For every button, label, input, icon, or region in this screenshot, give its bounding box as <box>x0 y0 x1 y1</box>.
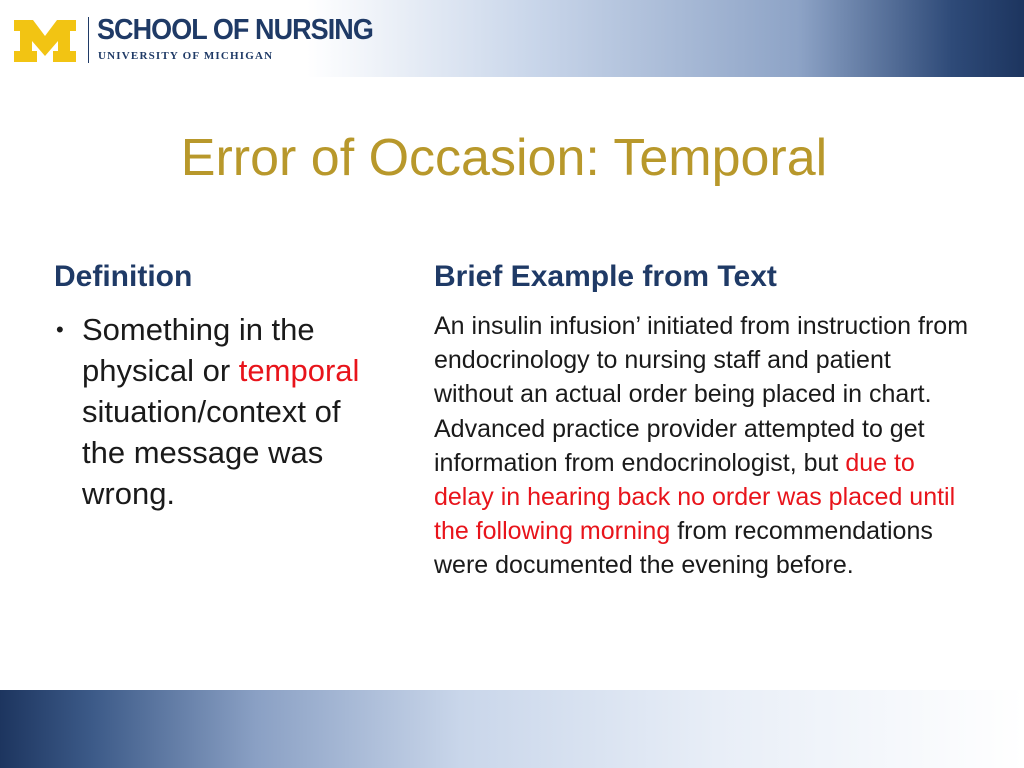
school-name: SCHOOL OF NURSING <box>97 14 373 46</box>
definition-text-before: Something in the physical or <box>82 312 315 388</box>
definition-list <box>56 309 386 514</box>
footer-banner <box>0 690 1024 768</box>
example-highlight: due to delay in hearing back no order was placed until the following morning <box>434 448 956 546</box>
definition-item <box>56 309 386 514</box>
logo-divider <box>88 17 89 63</box>
example-text-before: An insulin infusion’ initiated from instruction from endocrinology to nursing staff and patient without an actual order being placed in chart. Advanced practice provider attempted to get information from endocrinologist, but <box>434 312 969 477</box>
definition-text-after: situation/context of the message was wrong. <box>82 394 341 511</box>
michigan-block-m-logo <box>14 20 76 62</box>
slide-title: Error of Occasion: Temporal <box>180 129 828 187</box>
definition-heading: Definition <box>54 260 193 293</box>
example-text <box>434 309 974 583</box>
definition-highlight: temporal <box>238 353 360 388</box>
bullet-icon: • <box>56 317 64 342</box>
example-text-after: from recommendations were documented the evening before. <box>434 517 933 580</box>
example-heading: Brief Example from Text <box>434 260 777 293</box>
definition-text <box>82 309 386 514</box>
header-banner <box>0 0 1024 77</box>
university-name: UNIVERSITY OF MICHIGAN <box>98 50 274 62</box>
